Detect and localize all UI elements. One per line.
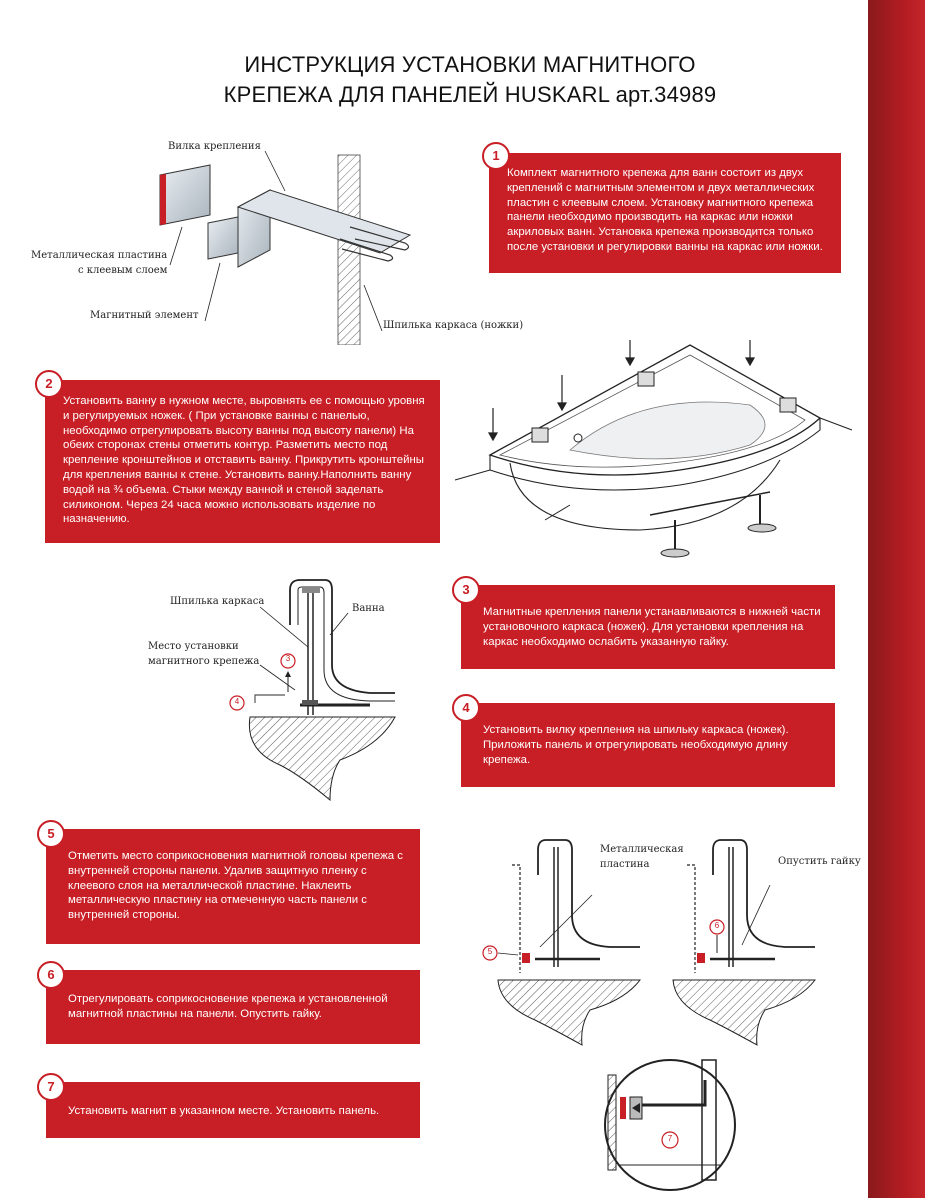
- step-4-box: [461, 703, 835, 787]
- step-1-box: [489, 153, 841, 273]
- step-3-text: Магнитные крепления панели устанавливаются в нижней части установочного каркаса (ножек). Для установки крепления на каркас необходимо ослабить указанную гайку.: [483, 606, 821, 648]
- step-7-badge: 7: [37, 1073, 65, 1101]
- marker-6: 6: [714, 921, 720, 930]
- step-4-badge: 4: [452, 694, 480, 722]
- step-3-box: [461, 585, 835, 669]
- step-5-badge: 5: [37, 820, 65, 848]
- step-5-box: [46, 829, 420, 944]
- step-5-text: Отметить место соприкосновения магнитной головы крепежа с внутренней стороны панели. Удалив защитную пленку с клеевого слоя на металлической пластине. Наклеить металлическую пластину на отмеченную часть панели с внутренней стороны.: [68, 850, 403, 922]
- label-metal-plate-a: Металлическая: [600, 844, 684, 855]
- step-3-badge: 3: [452, 576, 480, 604]
- title-line-2: КРЕПЕЖА ДЛЯ ПАНЕЛЕЙ HUSKARL арт.34989: [223, 82, 717, 107]
- step-2-box: [45, 380, 440, 543]
- title-line-1: ИНСТРУКЦИЯ УСТАНОВКИ МАГНИТНОГО: [244, 52, 696, 77]
- label-mount-place-2: магнитного крепежа: [148, 656, 260, 667]
- step-6-badge: 6: [37, 961, 65, 989]
- step-7-text: Установить магнит в указанном месте. Установить панель.: [68, 1105, 380, 1117]
- page-title: [150, 50, 790, 110]
- label-metal-plate-2: с клеевым слоем: [78, 265, 168, 276]
- figure-panel-attach: [480, 835, 850, 1195]
- step-7-box: [46, 1082, 420, 1138]
- step-2-badge: 2: [35, 370, 63, 398]
- marker-7: 7: [667, 1134, 673, 1143]
- label-fork: Вилка крепления: [168, 141, 261, 152]
- figure-section-install: [220, 575, 420, 805]
- marker-4: 4: [234, 697, 240, 706]
- marker-5: 5: [487, 947, 493, 956]
- step-2-text: Установить ванну в нужном месте, выровнять ее с помощью уровня и регулируемых ножек. ( При установке ванны с панелью, необходимо отрегулировать высоту ванны под высоту панели) На обеих сторонах стены отметить контур. Разметить место под крепление кронштейнов и отставить ванну. Прикрутить кронштейны для крепления ванны к стене. Установить ванну.Наполнить ванну водой на ¾ объема. Стыки между ванной и стеной заделать силиконом. Через 24 часа можно использовать изделие по назначению.: [63, 395, 425, 526]
- label-lower-nut: Опустить гайку: [778, 856, 861, 867]
- step-1-text: Комплект магнитного крепежа для ванн состоит из двух креплений с магнитным элементом и двух металлических пластин с клеевым слоем. Установку магнитного крепежа панели необходимо производить на каркас или ножки акриловых ванн. Установка крепежа производится только после установки и регулировки ванны на каркас или ножки.: [507, 167, 823, 253]
- label-metal-plate-b: пластина: [600, 859, 650, 870]
- step-6-box: [46, 970, 420, 1044]
- step-1-badge: 1: [482, 142, 510, 170]
- label-tub: Ванна: [352, 603, 385, 614]
- figure-kit-parts: [20, 135, 460, 345]
- step-4-text: Установить вилку крепления на шпильку каркаса (ножек). Приложить панель и отрегулировать необходимую длину крепежа.: [483, 724, 789, 766]
- figure-bathtub: [450, 330, 860, 570]
- right-sidebar-band: [868, 0, 925, 1198]
- label-frame-stud: Шпилька каркаса (ножки): [383, 320, 524, 331]
- label-mount-place-1: Место установки: [148, 641, 239, 652]
- label-metal-plate-1: Металлическая пластина: [31, 250, 168, 261]
- step-6-text: Отрегулировать соприкосновение крепежа и установленной магнитной пластины на панели. Опустить гайку.: [68, 993, 388, 1020]
- label-frame-stud-2: Шпилька каркаса: [170, 596, 265, 607]
- label-magnet-element: Магнитный элемент: [90, 310, 199, 321]
- marker-3: 3: [285, 654, 291, 663]
